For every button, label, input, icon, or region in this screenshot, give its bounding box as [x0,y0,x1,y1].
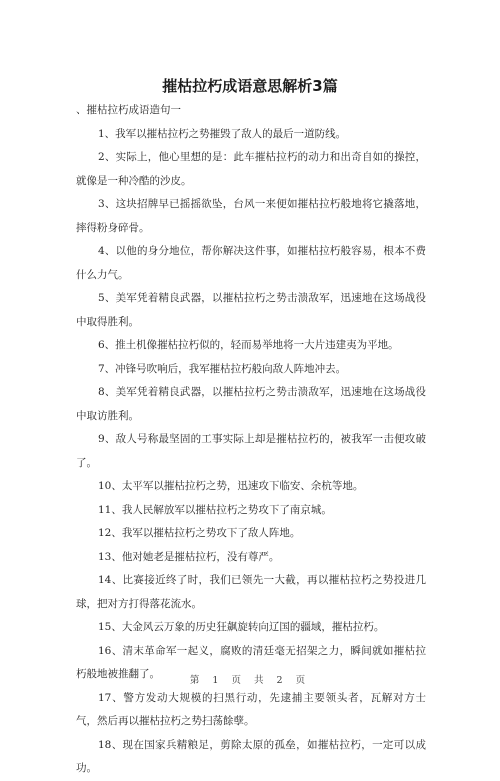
sentence-7: 7、冲锋号吹响后，我军摧枯拉朽般向敌人阵地冲去。 [98,362,347,375]
sentence-6: 6、推土机像摧枯拉朽似的，轻而易举地将一大片违建夷为平地。 [98,339,399,351]
sentence-16: 16、清末革命军一起义，腐败的清廷毫无招架之力，瞬间就如摧枯拉朽般地被推翻了。 [76,644,426,680]
sentence-5: 5、美军凭着精良武器，以摧枯拉朽之势击溃敌军，迅速地在这场战役中取得胜利。 [76,292,426,328]
sentence-12: 12、我军以摧枯拉朽之势攻下了敌人阵地。 [98,527,301,539]
sentence-17: 17、警方发动大规模的扫黑行动，先逮捕主要领头者，瓦解对方士气，然后再以摧枯拉朽之势扫荡餘孽。 [76,691,426,727]
document-title: 摧枯拉朽成语意思解析3篇 [162,77,338,95]
sentence-1: 1、我军以摧枯拉朽之势摧毁了敌人的最后一道防线。 [98,127,347,140]
sentence-8: 8、美军凭着精良武器，以摧枯拉朽之势击溃敌军，迅速地在这场战役中取访胜利。 [76,386,426,422]
page-footer: 第 1 页 共 2 页 [189,675,311,686]
sentence-18: 18、现在国家兵精粮足，剪除太原的孤垒，如摧枯拉朽，一定可以成功。 [76,738,426,774]
sentence-4: 4、以他的身分地位，帮你解决这件事，如摧枯拉朽般容易，根本不费什么力气。 [76,245,426,281]
section-heading: 、摧枯拉朽成语造句一 [76,104,181,116]
sentence-10: 10、太平军以摧枯拉朽之势，迅速攻下临安、余杭等地。 [98,480,364,492]
sentence-2: 2、实际上，他心里想的是：此车摧枯拉朽的动力和出奇自如的操控，就像是一种冷酷的沙皮。 [76,151,426,187]
sentence-3: 3、这块招牌早已摇摇欲坠，台风一来便如摧枯拉朽般地将它撬落地，摔得粉身碎骨。 [76,198,426,234]
sentence-9: 9、敌人号称最坚固的工事实际上却是摧枯拉朽的，被我军一击便攻破了。 [76,433,426,469]
sentence-11: 11、我人民解放军以摧枯拉朽之势攻下了南京城。 [98,503,332,516]
sentence-14: 14、比赛接近终了时，我们已领先一大截，再以摧枯拉朽之势投进几球，把对方打得落花流水。 [76,574,426,610]
sentence-15: 15、大金风云万象的历史狂飙旋转向辽国的疆域，摧枯拉朽。 [98,621,385,633]
sentence-13: 13、他对她老是摧枯拉朽，没有尊严。 [98,550,280,563]
